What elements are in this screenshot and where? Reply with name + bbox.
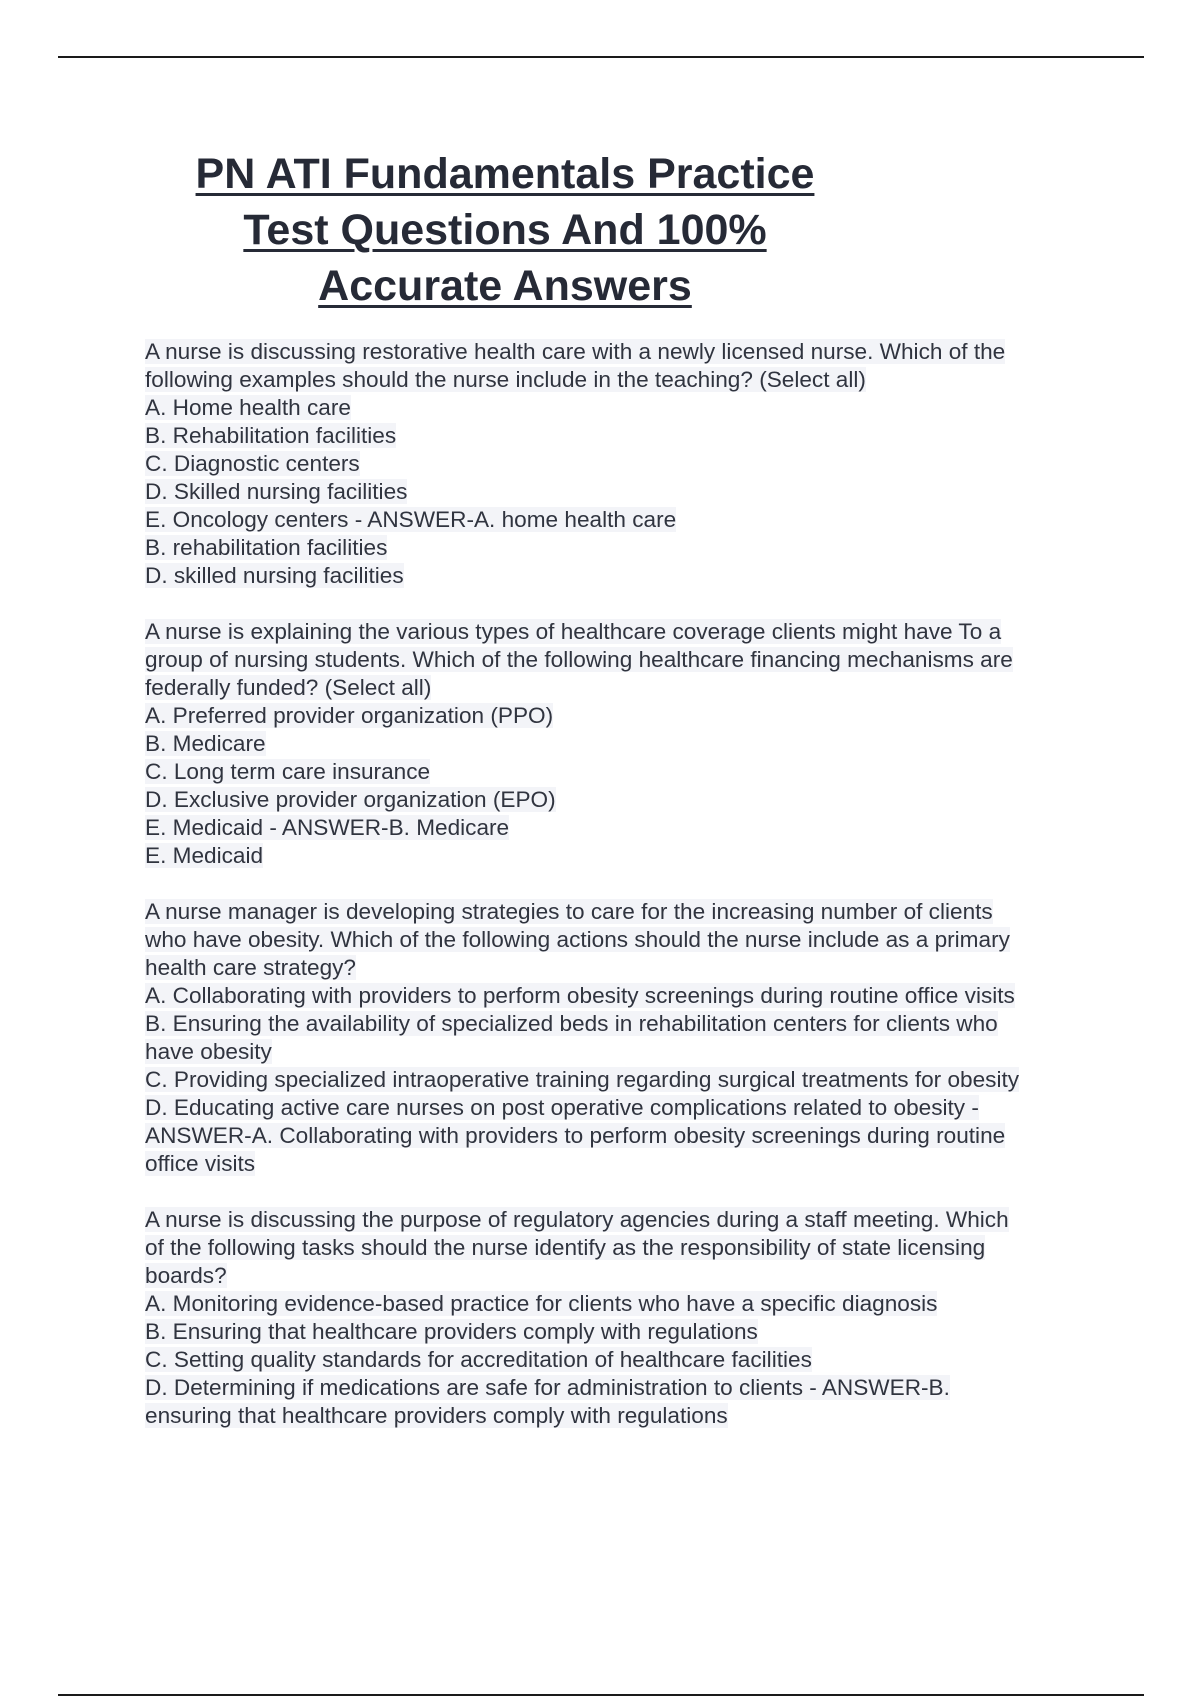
option-line: D. Determining if medications are safe for administration to clients - ANSWER-B.: [145, 1375, 950, 1400]
question-line: boards?: [145, 1263, 227, 1288]
option-line: D. Skilled nursing facilities: [145, 479, 408, 504]
question-line: A nurse manager is developing strategies to care for the increasing number of clients: [145, 899, 993, 924]
option-line: C. Providing specialized intraoperative training regarding surgical treatments for obesity: [145, 1067, 1020, 1092]
answer-line: B. rehabilitation facilities: [145, 535, 388, 560]
question-line: A nurse is explaining the various types of healthcare coverage clients might have To a: [145, 619, 1002, 644]
bottom-divider: [58, 1694, 1144, 1696]
question-line: health care strategy?: [145, 955, 357, 980]
question-list: [145, 338, 1090, 1458]
page-title: [145, 146, 865, 314]
question-line: group of nursing students. Which of the following healthcare financing mechanisms are: [145, 647, 1013, 672]
option-line: A. Preferred provider organization (PPO): [145, 703, 554, 728]
answer-line: ANSWER-A. Collaborating with providers to perform obesity screenings during routine: [145, 1123, 1006, 1148]
option-line: B. Ensuring that healthcare providers comply with regulations: [145, 1319, 758, 1344]
question-line: who have obesity. Which of the following actions should the nurse include as a primary: [145, 927, 1010, 952]
question-line: following examples should the nurse include in the teaching? (Select all): [145, 367, 866, 392]
option-line: B. Medicare: [145, 731, 266, 756]
option-line: A. Home health care: [145, 395, 351, 420]
answer-line: ensuring that healthcare providers comply with regulations: [145, 1403, 728, 1428]
option-line: B. Ensuring the availability of specialized beds in rehabilitation centers for clients who: [145, 1011, 998, 1036]
option-line: C. Setting quality standards for accreditation of healthcare facilities: [145, 1347, 812, 1372]
top-divider: [58, 56, 1144, 58]
option-line: D. Educating active care nurses on post operative complications related to obesity -: [145, 1095, 979, 1120]
option-line: E. Medicaid - ANSWER-B. Medicare: [145, 815, 510, 840]
question-line: federally funded? (Select all): [145, 675, 432, 700]
option-line: have obesity: [145, 1039, 272, 1064]
question-3: [145, 898, 1090, 1178]
question-line: of the following tasks should the nurse identify as the responsibility of state licensing: [145, 1235, 986, 1260]
answer-line: D. skilled nursing facilities: [145, 563, 404, 588]
answer-line: E. Medicaid: [145, 843, 264, 868]
option-line: A. Collaborating with providers to perform obesity screenings during routine office visits: [145, 983, 1015, 1008]
option-line: C. Diagnostic centers: [145, 451, 360, 476]
option-line: B. Rehabilitation facilities: [145, 423, 397, 448]
option-line: E. Oncology centers - ANSWER-A. home health care: [145, 507, 677, 532]
question-1: [145, 338, 1090, 590]
title-line-1: PN ATI Fundamentals Practice: [195, 150, 815, 198]
title-line-3: Accurate Answers: [318, 262, 692, 310]
title-line-2: Test Questions And 100%: [243, 206, 767, 254]
question-2: [145, 618, 1090, 870]
option-line: C. Long term care insurance: [145, 759, 431, 784]
question-line: A nurse is discussing the purpose of regulatory agencies during a staff meeting. Which: [145, 1207, 1009, 1232]
option-line: D. Exclusive provider organization (EPO): [145, 787, 556, 812]
question-line: A nurse is discussing restorative health care with a newly licensed nurse. Which of the: [145, 339, 1006, 364]
question-4: [145, 1206, 1090, 1430]
answer-line: office visits: [145, 1151, 256, 1176]
option-line: A. Monitoring evidence-based practice for clients who have a specific diagnosis: [145, 1291, 938, 1316]
